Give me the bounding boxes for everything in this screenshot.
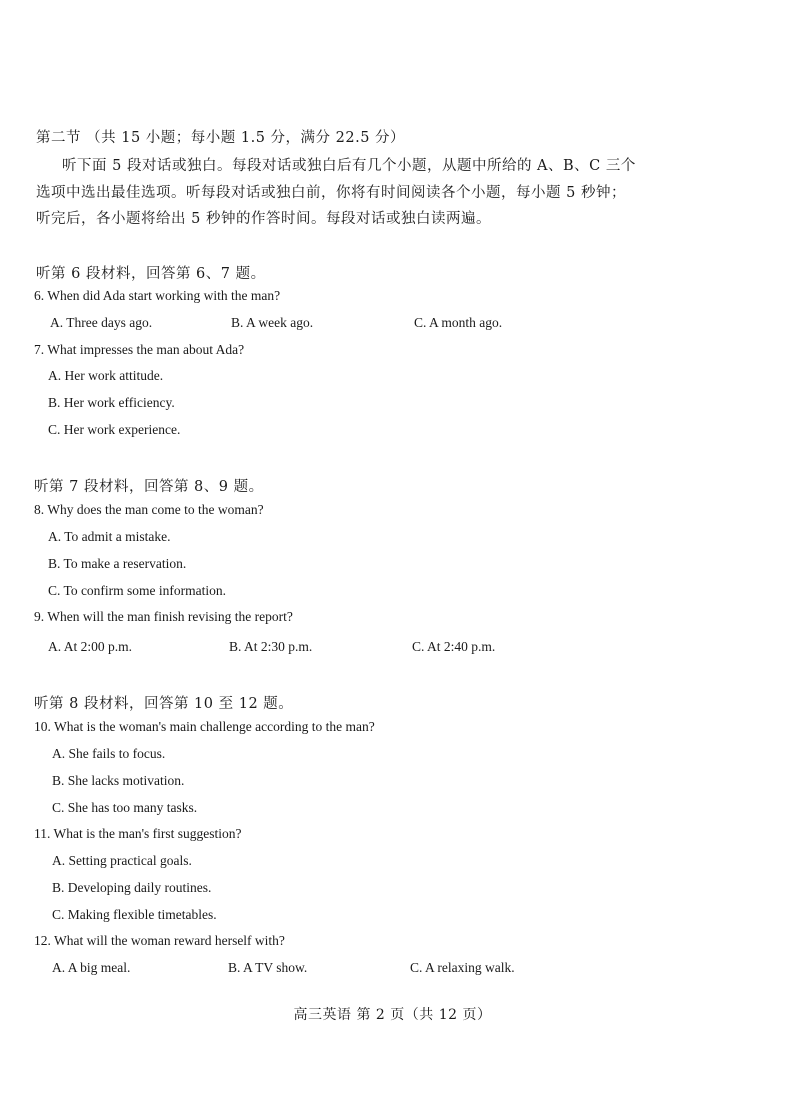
question-6-option-a[interactable]: A. Three days ago. — [50, 315, 153, 330]
question-11-option-c[interactable]: C. Making flexible timetables. — [52, 907, 217, 922]
group-heading-7: 听第 7 段材料，回答第 8、9 题。 — [34, 479, 264, 495]
question-9-stem: 9. When will the man finish revising the report? — [34, 609, 293, 624]
question-10-stem: 10. What is the woman's main challenge according to the man? — [34, 719, 375, 734]
instructions-line-1: 听下面 5 段对话或独白。每段对话或独白后有几个小题，从题中所给的 A、B、C 三个 — [62, 158, 636, 174]
question-7-stem: 7. What impresses the man about Ada? — [34, 342, 245, 357]
question-8-option-c[interactable]: C. To confirm some information. — [48, 583, 227, 598]
question-10-option-b[interactable]: B. She lacks motivation. — [52, 773, 185, 788]
question-6-option-b[interactable]: B. A week ago. — [231, 315, 314, 330]
section-header: 第二节 （共 15 小题；每小题 1.5 分，满分 22.5 分） — [36, 130, 406, 146]
page-footer: 高三英语 第 2 页（共 12 页） — [293, 1007, 492, 1023]
instructions-line-2: 选项中选出最佳选项。听每段对话或独白前，你将有时间阅读各个小题，每小题 5 秒钟； — [36, 185, 626, 201]
question-10-option-c[interactable]: C. She has too many tasks. — [52, 800, 198, 815]
question-8-option-a[interactable]: A. To admit a mistake. — [48, 529, 171, 544]
question-10-option-a[interactable]: A. She fails to focus. — [52, 746, 166, 761]
question-7-option-a[interactable]: A. Her work attitude. — [48, 368, 164, 383]
question-9-option-a[interactable]: A. At 2:00 p.m. — [48, 639, 133, 654]
question-7-option-b[interactable]: B. Her work efficiency. — [48, 395, 175, 410]
question-11-option-b[interactable]: B. Developing daily routines. — [52, 880, 212, 895]
question-9-option-c[interactable]: C. At 2:40 p.m. — [412, 639, 496, 654]
question-11-option-a[interactable]: A. Setting practical goals. — [52, 853, 192, 868]
question-8-stem: 8. Why does the man come to the woman? — [34, 502, 264, 517]
question-9-option-b[interactable]: B. At 2:30 p.m. — [229, 639, 313, 654]
question-12-option-c[interactable]: C. A relaxing walk. — [410, 960, 515, 975]
question-12-stem: 12. What will the woman reward herself with? — [34, 933, 285, 948]
question-11-stem: 11. What is the man's first suggestion? — [34, 826, 242, 841]
question-6-option-c[interactable]: C. A month ago. — [414, 315, 503, 330]
question-7-option-c[interactable]: C. Her work experience. — [48, 422, 181, 437]
question-8-option-b[interactable]: B. To make a reservation. — [48, 556, 187, 571]
instructions-line-3: 听完后，各小题将给出 5 秒钟的作答时间。每段对话或独白读两遍。 — [36, 211, 491, 227]
question-6-stem: 6. When did Ada start working with the man? — [34, 288, 281, 303]
group-heading-8: 听第 8 段材料，回答第 10 至 12 题。 — [34, 696, 294, 712]
question-12-option-b[interactable]: B. A TV show. — [228, 960, 308, 975]
group-heading-6: 听第 6 段材料，回答第 6、7 题。 — [36, 266, 266, 282]
question-12-option-a[interactable]: A. A big meal. — [52, 960, 131, 975]
